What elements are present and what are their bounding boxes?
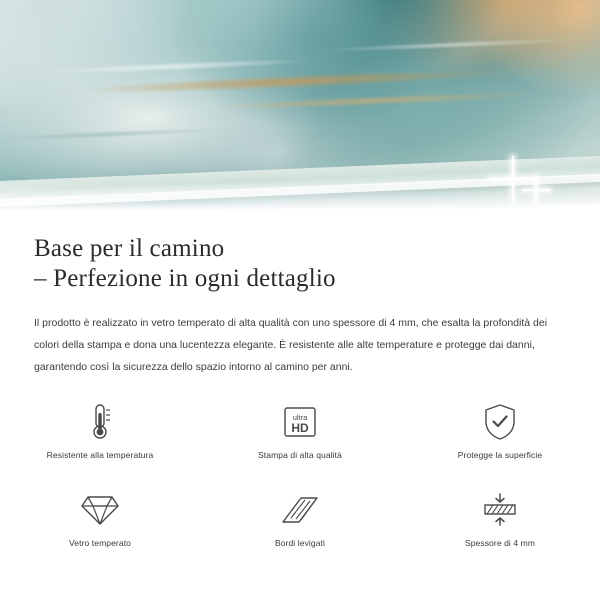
hero-image (0, 0, 600, 218)
feature-item-tempered-glass (0, 484, 200, 566)
page-title (0, 218, 600, 294)
hero-image-inner (0, 0, 600, 218)
feature-item-print-quality (200, 396, 400, 478)
feature-item-temperature (0, 396, 200, 478)
feature-label: Resistente alla temperatura (46, 450, 154, 460)
svg-text:ultra: ultra (292, 413, 308, 422)
shield-check-icon (481, 400, 519, 444)
diamond-icon (80, 488, 120, 532)
feature-label: Spessore di 4 mm (464, 538, 536, 548)
feature-label: Vetro temperato (69, 538, 131, 548)
feature-label: Protegge la superficie (457, 450, 543, 460)
feature-item-thickness (400, 484, 600, 566)
thermometer-icon (85, 400, 115, 444)
feature-grid (0, 396, 600, 566)
feature-item-polished-edges (200, 484, 400, 566)
description-paragraph: Il prodotto è realizzato in vetro temperato di alta qualità con uno spessore di 4 mm, che esalta la profondità dei colori della stampa e dona una lucentezza elegante. È resistente alle alte temperature e protegge dai danni, garantendo così la sicurezza dello spazio intorno al camino per anni. (34, 317, 548, 373)
page-title-line-1: Base per il camino (34, 235, 225, 262)
text-content (0, 218, 600, 378)
feature-label: Stampa di alta qualità (258, 450, 342, 460)
thickness-icon (479, 488, 521, 532)
polished-edges-icon (279, 488, 321, 532)
svg-text:HD: HD (291, 421, 309, 435)
feature-item-surface-protection (400, 396, 600, 478)
hero-fade-overlay (0, 182, 600, 218)
page-title-line-2: – Perfezione in ogni dettaglio (34, 265, 336, 292)
ultra-hd-icon (280, 400, 320, 444)
feature-label: Bordi levigati (274, 538, 326, 548)
